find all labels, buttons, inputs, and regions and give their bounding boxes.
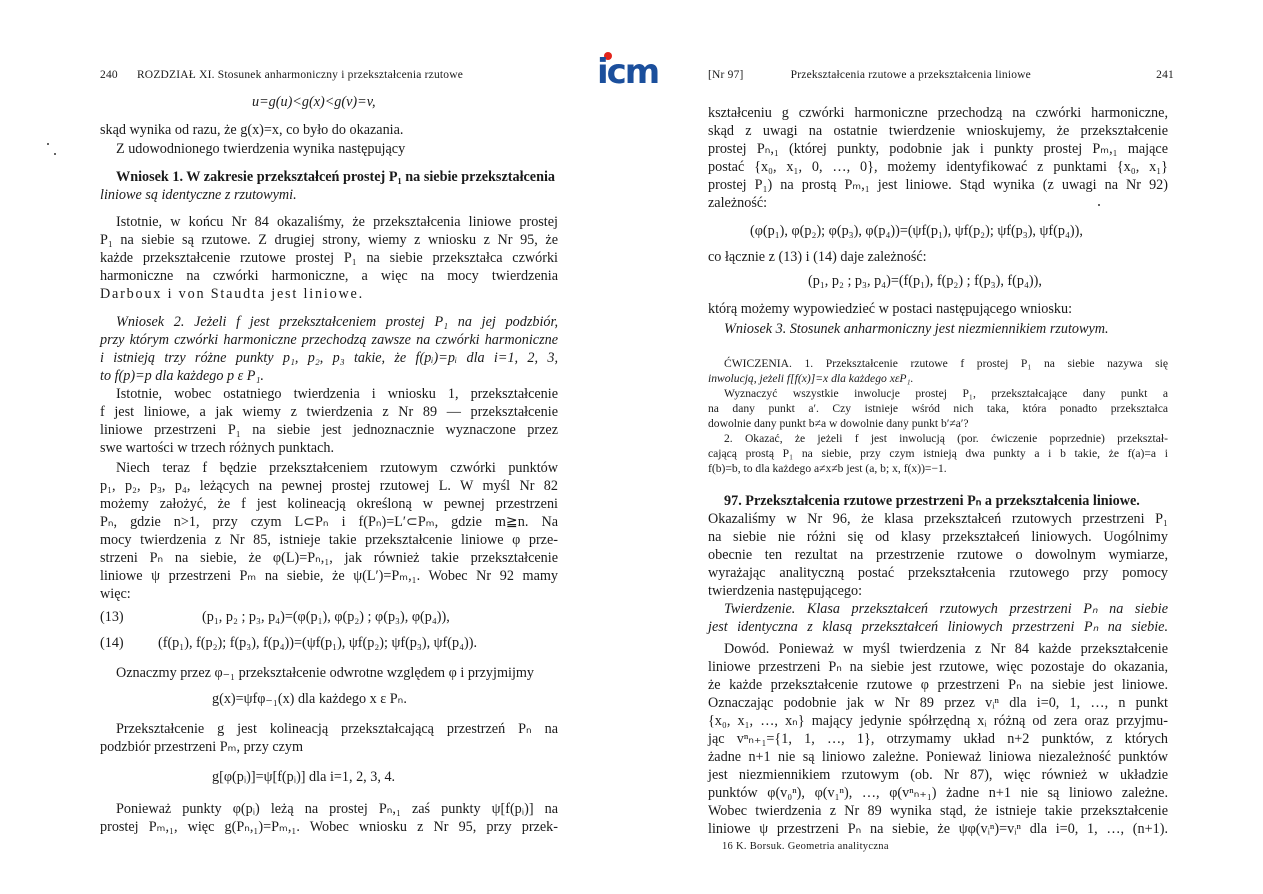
text-line: Okazaliśmy w Nr 96, że klasa przekształceń rzutowych przestrzeni P₁ bbox=[708, 511, 1168, 527]
text-line: przy którym czwórki harmoniczne przechodzą zawsze na czwórki harmoniczne bbox=[100, 332, 558, 348]
text-line: liniowe są identyczne z rzutowymi. bbox=[100, 187, 297, 203]
text-line: punktów φ(v₀ⁿ), φ(v₁ⁿ), …, φ(vⁿₙ₊₁) żadne n+1 nie są liniowo zależne. bbox=[708, 785, 1168, 801]
right-page-number: 241 bbox=[1156, 69, 1174, 81]
exercises-line: dowolnie dany punkt b≠a w dowolnie dany punkt b′≠a′? bbox=[708, 417, 969, 430]
exercises-line: f(b)=b, to dla każdego a≠x≠b jest (a, b; x, f(x))=−1. bbox=[708, 462, 947, 475]
text-line: Oznaczając podobnie jak w Nr 89 przez vᵢⁿ dla i=0, 1, …, n punkt bbox=[708, 695, 1168, 711]
corollary-1-text: Wniosek 1. W zakresie przekształceń prostej P₁ na siebie przekształcenia bbox=[116, 169, 556, 185]
text-line: strzeni Pₙ na siebie, że φ(L)=Pₙ,₁, jak również takie przekształcenie bbox=[100, 550, 558, 566]
exercises-line: inwolucją, jeżeli f[f(x)]=x dla każdego xεP₁. bbox=[708, 372, 914, 385]
text-line: jest identyczna z klasą przekształceń liniowych przestrzeni Pₙ na siebie. bbox=[708, 619, 1168, 635]
text-line: możemy założyć, że f jest kolineacją określoną w pewnej przestrzeni bbox=[100, 496, 558, 512]
right-section-ref: [Nr 97] bbox=[708, 69, 744, 81]
text-line: liniowe przestrzeni P₁ na siebie jest jednoznacznie wyznaczone przez bbox=[100, 422, 558, 438]
text-line: skąd wynika od razu, że g(x)=x, co było do okazania. bbox=[100, 122, 404, 138]
corollary-2: Wniosek 2. Jeżeli f jest przekształceniem prostej P₁ na jej podzbiór, bbox=[116, 314, 558, 330]
exercises-line: 2. Okazać, że jeżeli f jest inwolucją (por. ćwiczenie poprzednie) przekształ- bbox=[724, 432, 1168, 445]
text-line: postać {x₀, x₁, 0, …, 0}, możemy identyfikować z punktami {x₀, x₁} bbox=[708, 159, 1168, 175]
text-line: Pₙ, gdzie n>1, przy czym L⊂Pₙ i f(Pₙ)=L′⊂Pₘ, gdzie m≧n. Na bbox=[100, 514, 558, 530]
scan-speck bbox=[1098, 204, 1100, 206]
scan-speck bbox=[47, 143, 49, 145]
text-line: jest niezmiennikiem rzutowym (ob. Nr 87), więc również w układzie bbox=[708, 767, 1168, 783]
left-page-number: 240 bbox=[100, 69, 118, 81]
proof-start: Dowód. Ponieważ w myśl twierdzenia z Nr 84 każde przekształcenie bbox=[724, 641, 1168, 657]
text-line: Istotnie, w końcu Nr 84 okazaliśmy, że przekształcenia liniowe prostej bbox=[116, 214, 558, 230]
equation-number-14: (14) bbox=[100, 635, 124, 651]
text-line: więc: bbox=[100, 586, 131, 602]
right-running-head: Przekształcenia rzutowe a przekształcenia liniowe bbox=[790, 69, 1031, 81]
exercises-line: ĆWICZENIA. 1. Przekształcenie rzutowe f prostej P₁ na siebie nazywa się bbox=[724, 357, 1168, 370]
exercises-line: Wyznaczyć wszystkie inwolucje prostej P₁, przekształcające dany punkt a bbox=[724, 387, 1168, 400]
scan-speck bbox=[54, 153, 56, 155]
exercises-line: na dany punkt a′. Czy istnieje wśród nich taka, która ponadto przekształca bbox=[708, 402, 1168, 415]
text-line: kształceniu g czwórki harmoniczne przechodzą na czwórki harmoniczne, bbox=[708, 105, 1168, 121]
text-line: swe wartości w trzech różnych punktach. bbox=[100, 440, 335, 456]
icm-logo bbox=[597, 52, 663, 92]
left-header bbox=[100, 66, 530, 85]
equation: (p₁, p₂ ; p₃, p₄)=(f(p₁), f(p₂) ; f(p₃), f(p₄)), bbox=[808, 273, 1042, 289]
text-line: Oznaczmy przez φ₋₁ przekształcenie odwrotne względem φ i przyjmijmy bbox=[116, 665, 535, 681]
text-line: liniowe ψ przestrzeni Pₘ na siebie, że ψ(L′)=Pₘ,₁. Wobec Nr 92 mamy bbox=[100, 568, 558, 584]
equation: u=g(u)<g(x)<g(v)=v, bbox=[252, 94, 376, 110]
equation-13: (p₁, p₂ ; p₃, p₄)=(φ(p₁), φ(p₂) ; φ(p₃), φ(p₄)), bbox=[202, 609, 450, 625]
text-line: {x₀, x₁, …, xₙ} mający jedynie spółrzędną xᵢ różną od zera oraz przyjmu- bbox=[708, 713, 1168, 729]
left-running-head: ROZDZIAŁ XI. Stosunek anharmoniczny i przekształcenia rzutowe bbox=[136, 69, 464, 81]
exercises-line: cającą prostą P₁ na siebie, przy czym istnieją dwa punkty a i b takie, że f(a)=a i bbox=[708, 447, 1168, 460]
text-line: Ponieważ punkty φ(pᵢ) leżą na prostej Pₙ,₁ zaś punkty ψ[f(pᵢ)] na bbox=[116, 801, 558, 817]
text-line: Przekształcenie g jest kolineacją przekształcającą przestrzeń Pₙ na bbox=[116, 721, 558, 737]
right-header bbox=[708, 66, 1174, 85]
text-line: podzbiór przestrzeni Pₘ, przy czym bbox=[100, 739, 304, 755]
text-line: p₁, p₂, p₃, p₄, leżących na pewnej prostej rzutowej L. W myśl Nr 82 bbox=[100, 478, 558, 494]
text-line: Wobec twierdzenia z Nr 89 wynika stąd, że istnieje takie przekształcenie bbox=[708, 803, 1168, 819]
text-line: jąc vⁿₙ₊₁={1, 1, …, 1}, otrzymamy układ n+2 punktów, z których bbox=[708, 731, 1168, 747]
text-line: Darboux i von Staudta jest liniowe. bbox=[100, 286, 364, 302]
theorem: Twierdzenie. Klasa przekształceń rzutowych przestrzeni Pₙ na siebie bbox=[724, 601, 1168, 617]
text-line: żadne n+1 nie są liniowo zależne. Ponieważ liniowa niezależność punktów bbox=[708, 749, 1168, 765]
text-line: że każde przekształcenie rzutowe φ przestrzeni Pₙ na siebie jest liniowe. bbox=[708, 677, 1168, 693]
text-line: co łącznie z (13) i (14) daje zależność: bbox=[708, 249, 927, 265]
text-line: Istotnie, wobec ostatniego twierdzenia i wniosku 1, przekształcenie bbox=[116, 386, 558, 402]
logo-text: icm bbox=[597, 52, 659, 92]
equation: g(x)=ψfφ₋₁(x) dla każdego x ε Pₙ. bbox=[212, 691, 407, 707]
text-line: Z udowodnionego twierdzenia wynika następujący bbox=[116, 141, 406, 157]
text-line: na siebie nie różni się od klasy przekształceń liniowych. Uogólnimy bbox=[708, 529, 1168, 545]
corollary-1 bbox=[116, 168, 558, 187]
text-line: prostej P₁) na prostą Pₘ,₁ jest liniowe. Stąd wynika (z uwagi na Nr 92) bbox=[708, 177, 1168, 193]
text-line: i istnieją trzy różne punkty p₁, p₂, p₃ takie, że f(pᵢ)=pᵢ dla i=1, 2, 3, bbox=[100, 350, 558, 366]
equation-14: (f(p₁), f(p₂); f(p₃), f(p₄))=(ψf(p₁), ψf(p₂); ψf(p₃), ψf(p₄)). bbox=[158, 635, 478, 651]
equation: g[φ(pᵢ)]=ψ[f(pᵢ)] dla i=1, 2, 3, 4. bbox=[212, 769, 396, 785]
text-line: harmoniczne na czwórki harmoniczne, a więc na mocy twierdzenia bbox=[100, 268, 558, 284]
equation: (φ(p₁), φ(p₂); φ(p₃), φ(p₄))=(ψf(p₁), ψf(p₂); ψf(p₃), ψf(p₄)), bbox=[750, 223, 1083, 239]
text-line: każde przekształcenie rzutowe prostej P₁ na siebie przekształca czwórki bbox=[100, 250, 558, 266]
text-line: skąd z uwagi na ostatnie twierdzenie wnioskujemy, że przekształcenie bbox=[708, 123, 1168, 139]
text-line: zależność: bbox=[708, 195, 768, 211]
text-line: prostej Pₘ,₁, więc g(Pₙ,₁)=Pₘ,₁. Wobec wniosku z Nr 95, przy przek- bbox=[100, 819, 558, 835]
footer-signature: 16 K. Borsuk. Geometria analityczna bbox=[722, 841, 889, 852]
equation-number-13: (13) bbox=[100, 609, 124, 625]
text-line: prostej Pₙ,₁ (której punkty, podobnie jak i punkty prostej Pₘ,₁ mające bbox=[708, 141, 1168, 157]
text-line: to f(p)=p dla każdego p ε P₁. bbox=[100, 368, 264, 384]
text-line: f jest liniowe, a jak wiemy z twierdzenia z Nr 89 — przekształcenie bbox=[100, 404, 558, 420]
text-line: liniowe przestrzeni Pₙ na siebie jest rzutowe, więc pozostaje do okazania, bbox=[708, 659, 1168, 675]
text-line: P₁ na siebie są rzutowe. Z drugiej strony, wiemy z wniosku z Nr 95, że bbox=[100, 232, 558, 248]
text-line: wyrażając analityczną postać przekształcenia rzutowego przy pomocy bbox=[708, 565, 1168, 581]
text-line: mocy twierdzenia z Nr 85, istnieje takie przekształcenie liniowe φ prze- bbox=[100, 532, 558, 548]
text-line: którą możemy wypowiedzieć w postaci następującego wniosku: bbox=[708, 301, 1073, 317]
section-heading: 97. Przekształcenia rzutowe przestrzeni Pₙ a przekształcenia liniowe. bbox=[724, 493, 1140, 509]
corollary-3: Wniosek 3. Stosunek anharmoniczny jest niezmiennikiem rzutowym. bbox=[724, 321, 1109, 337]
text-line: liniowe ψ przestrzeni Pₙ na siebie, że ψφ(vᵢⁿ)=vᵢⁿ dla i=0, 1, …, (n+1). bbox=[708, 821, 1168, 837]
text-line: twierdzenia następującego: bbox=[708, 583, 863, 599]
text-line: obecnie ten rezultat na przestrzenie rzutowe o dowolnym wymiarze, bbox=[708, 547, 1168, 563]
text-line: Niech teraz f będzie przekształceniem rzutowym czwórki punktów bbox=[116, 460, 558, 476]
